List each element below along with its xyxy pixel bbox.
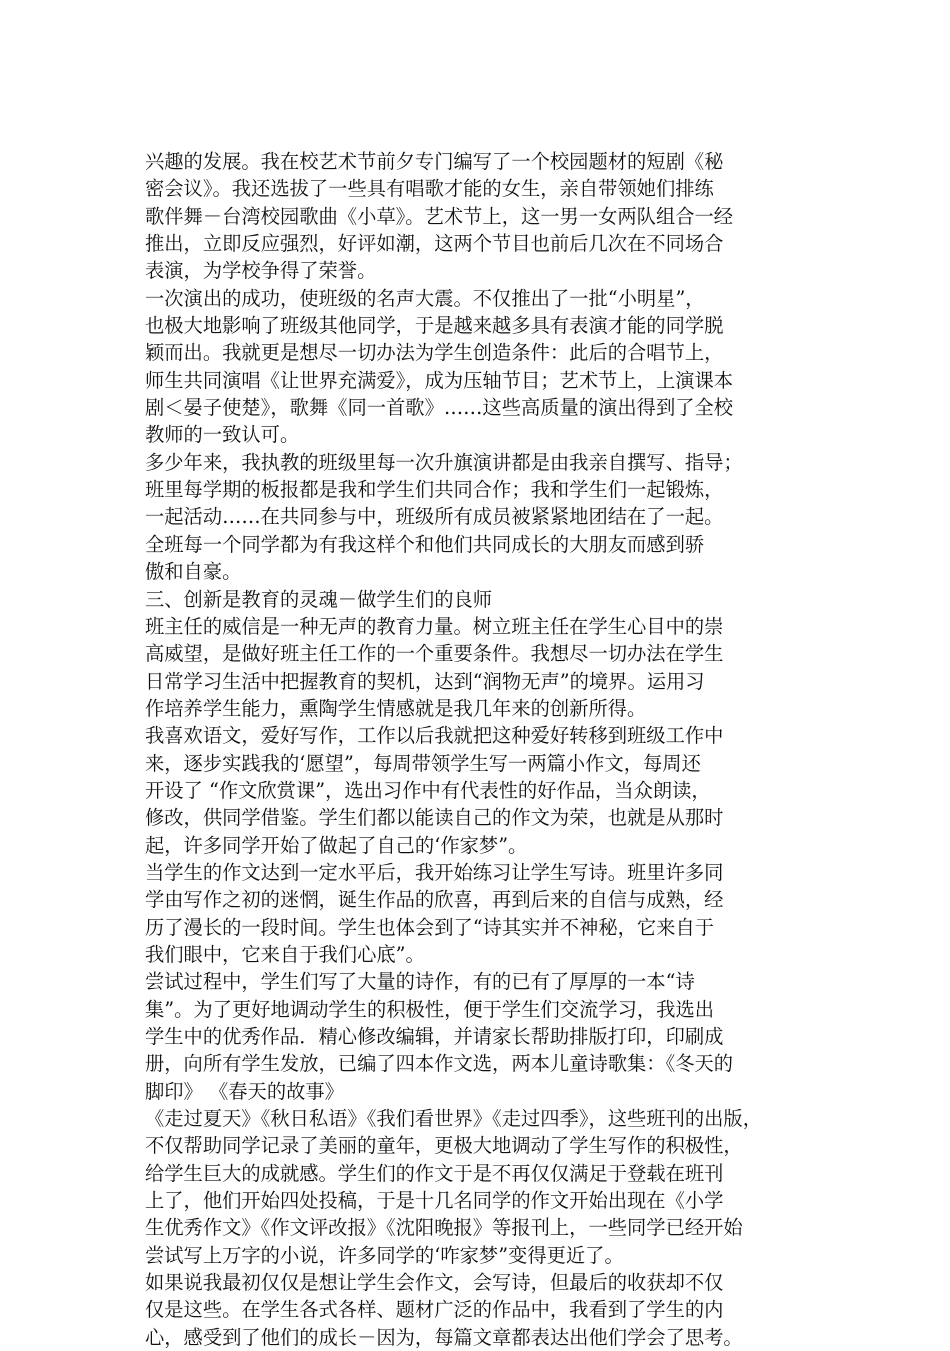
text-line: 高威望，是做好班主任工作的一个重要条件。我想尽一切办法在学生 bbox=[145, 642, 724, 666]
text-line: 开设了 “作文欣赏课”，选出习作中有代表性的好作品，当众朗读， bbox=[145, 778, 711, 802]
document-body bbox=[145, 148, 825, 1351]
text-line: 剧＜晏子使楚》，歌舞《同一首歌》……这些高质量的演出得到了全校 bbox=[145, 396, 734, 420]
text-line: 颖而出。我就更是想尽一切办法为学生创造条件：此后的合唱节上， bbox=[145, 341, 724, 365]
text-line: 如果说我最初仅仅是想让学生会作文，会写诗，但最后的收获却不仅 bbox=[145, 1271, 724, 1295]
text-line: 推出，立即反应强烈，好评如潮，这两个节目也前后几次在不同场合 bbox=[145, 232, 724, 256]
text-line: 师生共同演唱《让世界充满爱》，成为压轴节目；艺术节上，上演课本 bbox=[145, 368, 734, 392]
text-line: 教师的一致认可。 bbox=[145, 423, 300, 447]
text-line: 尝试过程中，学生们写了大量的诗作，有的已有了厚厚的一本“诗 bbox=[145, 970, 695, 994]
text-line: 表演，为学校争得了荣誉。 bbox=[145, 259, 377, 283]
text-line: 不仅帮助同学记录了美丽的童年，更极大地调动了学生写作的积极性， bbox=[145, 1134, 743, 1158]
text-line: 历了漫长的一段时间。学生也体会到了“诗其实并不神秘，它来自于 bbox=[145, 915, 715, 939]
text-line: 一次演出的成功，使班级的名声大震。不仅推出了一批“小明星”， bbox=[145, 286, 705, 310]
text-line: 密会议》。我还选拔了一些具有唱歌才能的女生，亲自带领她们排练 bbox=[145, 177, 714, 201]
text-line: 学生中的优秀作品．精心修改编辑，并请家长帮助排版打印，印刷成 bbox=[145, 1025, 724, 1048]
text-line: 也极大地影响了班级其他同学，于是越来越多具有表演才能的同学脱 bbox=[145, 314, 724, 338]
text-line: 修改，供同学借鉴。学生们都以能读自己的作文为荣，也就是从那时 bbox=[145, 806, 724, 830]
text-line: 册，向所有学生发放，已编了四本作文选，两本儿童诗歌集：《冬天的 bbox=[145, 1052, 734, 1076]
text-line: 一起活动……在共同参与中，班级所有成员被紧紧地团结在了一起。 bbox=[145, 505, 724, 529]
text-line: 班主任的威信是一种无声的教育力量。树立班主任在学生心目中的崇 bbox=[145, 614, 724, 638]
text-line: 学由写作之初的迷惘，诞生作品的欣喜，再到后来的自信与成熟，经 bbox=[145, 888, 724, 912]
text-line: 心，感受到了他们的成长－因为，每篇文章都表达出他们学会了思考。 bbox=[145, 1325, 743, 1349]
text-line: 我喜欢语文，爱好写作，工作以后我就把这种爱好转移到班级工作中 bbox=[145, 724, 724, 748]
text-line: 班里每学期的板报都是我和学生们共同合作；我和学生们一起锻炼， bbox=[145, 478, 724, 502]
text-line: 歌伴舞－台湾校园歌曲《小草》。艺术节上，这一男一女两队组合一经 bbox=[145, 204, 734, 228]
text-line: 三、创新是教育的灵魂－做学生们的良师 bbox=[145, 587, 493, 611]
text-line: 当学生的作文达到一定水平后，我开始练习让学生写诗。班里许多同 bbox=[145, 860, 724, 884]
text-line: 作培养学生能力，熏陶学生情感就是我几年来的创新所得。 bbox=[145, 696, 647, 720]
text-line: 《走过夏天》《秋日私语》《我们看世界》《走过四季》，这些班刊的出版， bbox=[145, 1107, 762, 1131]
text-line: 傲和自豪。 bbox=[145, 560, 242, 584]
text-line: 来，逐步实践我的‘愿望”，每周带领学生写一两篇小作文，每周还 bbox=[145, 751, 701, 775]
text-line: 尝试写上万字的小说，许多同学的‘咋家梦”变得更近了。 bbox=[145, 1243, 624, 1267]
text-line: 集”。为了更好地调动学生的积极性，便于学生们交流学习，我选出 bbox=[145, 997, 715, 1021]
text-line: 兴趣的发展。我在校艺术节前夕专门编写了一个校园题材的短剧《秘 bbox=[145, 150, 724, 173]
text-line: 上了，他们开始四处投稿，于是十几名同学的作文开始出现在《小学 bbox=[145, 1189, 724, 1213]
text-line: 我们眼中，它来自于我们心底”。 bbox=[145, 942, 425, 966]
text-line: 生优秀作文》《作文评改报》《沈阳晚报》等报刊上，一些同学已经开始 bbox=[145, 1216, 743, 1240]
text-line: 多少年来，我执教的班级里每一次升旗演讲都是由我亲自撰写、指导； bbox=[145, 450, 743, 474]
text-line: 起，许多同学开始了做起了自己的‘作家梦”。 bbox=[145, 833, 528, 857]
text-line: 给学生巨大的成就感。学生们的作文于是不再仅仅满足于登载在班刊 bbox=[145, 1161, 724, 1185]
text-line: 日常学习生活中把握教育的契机，达到“润物无声”的境界。运用习 bbox=[145, 669, 705, 693]
text-line: 全班每一个同学都为有我这样个和他们共同成长的大朋友而感到骄 bbox=[145, 532, 705, 556]
text-line: 仅是这些。在学生各式各样、题材广泛的作品中，我看到了学生的内 bbox=[145, 1298, 724, 1322]
text-line: 脚印》 《春天的故事》 bbox=[145, 1079, 344, 1103]
